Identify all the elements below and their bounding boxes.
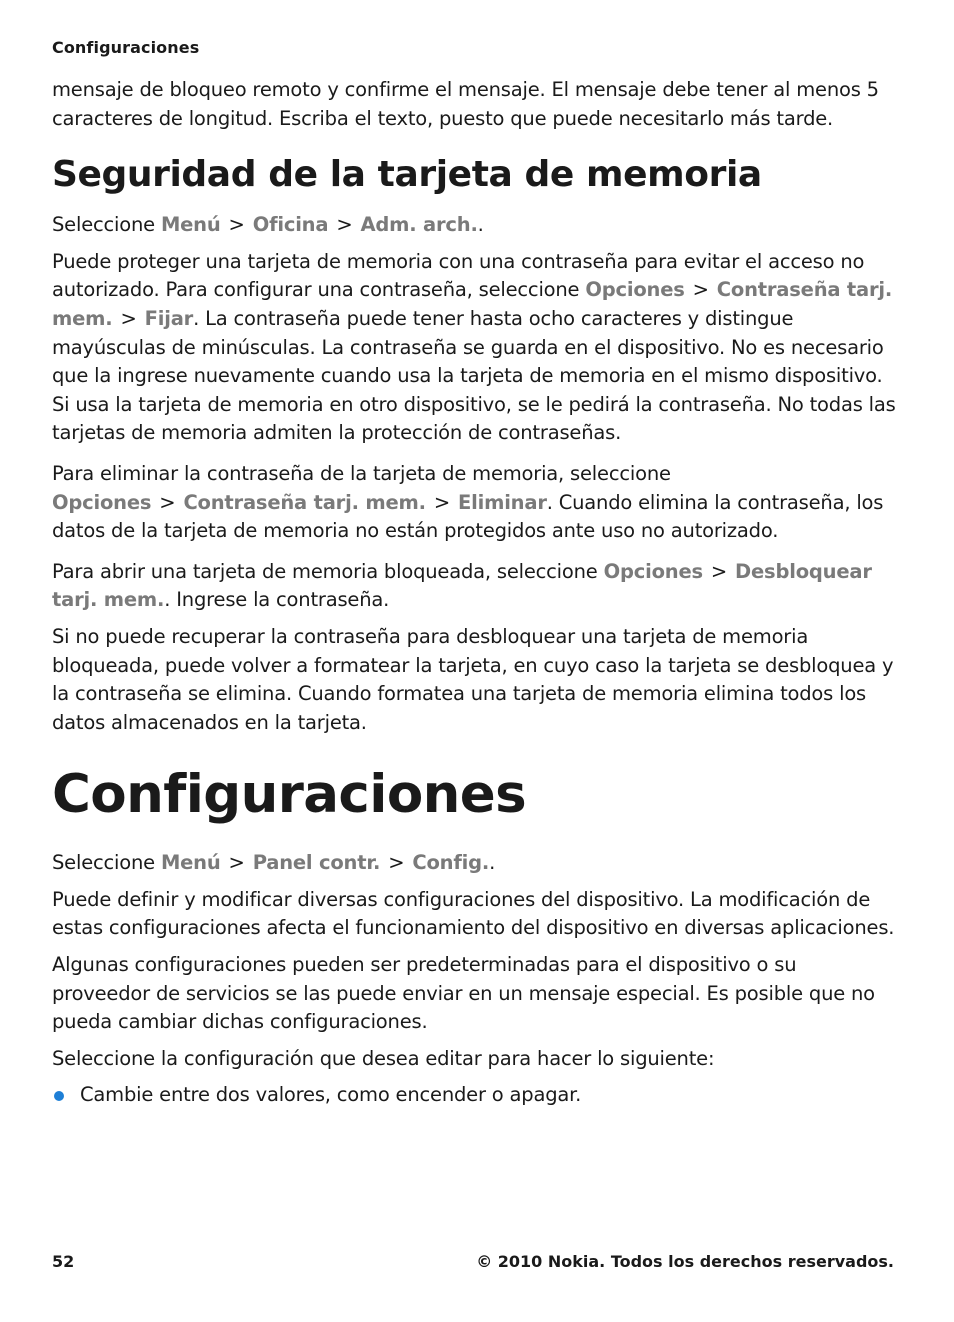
paragraph-text: Puede proteger una tarjeta de memoria con una contraseña para evitar el acceso no autorizado. Para configurar una contraseña, seleccione bbox=[52, 249, 865, 302]
paragraph-settings-intro: Puede definir y modificar diversas configuraciones del dispositivo. La modificación de estas configuraciones afecta el funcionamiento del dispositivo en diversas aplicaciones. bbox=[52, 887, 895, 940]
path-separator: > bbox=[710, 559, 728, 583]
menu-item-link[interactable]: Menú bbox=[160, 851, 221, 875]
path-separator: > bbox=[388, 851, 405, 875]
paragraph-set-password bbox=[52, 248, 898, 448]
menu-item-link[interactable]: Panel contr. bbox=[252, 851, 381, 875]
page-number: 52 bbox=[52, 1252, 75, 1271]
menu-item-link[interactable]: Config. bbox=[412, 851, 490, 875]
menu-item-link[interactable]: Opciones bbox=[585, 278, 685, 302]
list-item bbox=[52, 1081, 898, 1110]
path-separator: > bbox=[120, 306, 137, 330]
list-item-text: Cambie entre dos valores, como encender o apagar. bbox=[80, 1083, 582, 1107]
paragraph-text: . La contraseña puede tener hasta ocho caracteres y distingue mayúsculas de minúsculas. La contraseña se guarda en el dispositivo. No es necesario que la ingrese nuevamente cuando usa la tarjeta de memoria en el mismo dispositivo. Si usa la tarjeta de memoria en otro dispositivo, se le pedirá la contraseña. No todas las tarjetas de memoria admiten la protección de contraseñas. bbox=[52, 306, 896, 445]
menu-path bbox=[52, 849, 898, 878]
paragraph-format-card: Si no puede recuperar la contraseña para desbloquear una tarjeta de memoria bloqueada, puede volver a formatear la tarjeta, en cuyo caso la tarjeta se desbloquea y la contraseña se elimina. Cuando formatea una tarjeta de memoria elimina todos los datos almacenados en la tarjeta. bbox=[52, 624, 894, 734]
chapter-heading-settings: Configuraciones bbox=[52, 764, 527, 826]
copyright-notice: © 2010 Nokia. Todos los derechos reservados. bbox=[476, 1252, 894, 1271]
menu-item-link[interactable]: Adm. arch. bbox=[360, 213, 478, 237]
path-lead: Seleccione bbox=[52, 213, 155, 237]
menu-item-link[interactable]: Fijar bbox=[144, 306, 194, 330]
menu-item-link[interactable]: Contraseña tarj. mem. bbox=[183, 490, 426, 514]
path-lead: Seleccione bbox=[52, 851, 155, 875]
path-end: . bbox=[489, 851, 496, 875]
paragraph-text: Para abrir una tarjeta de memoria bloqueada, seleccione bbox=[52, 559, 604, 583]
bullet-dot-icon bbox=[54, 1091, 64, 1101]
menu-item-link[interactable]: Contraseña tarj. mem. bbox=[52, 278, 893, 330]
path-separator: > bbox=[336, 213, 353, 237]
path-separator: > bbox=[159, 490, 176, 514]
menu-path bbox=[52, 211, 898, 240]
menu-item-link[interactable]: Oficina bbox=[252, 213, 329, 237]
bullet-list bbox=[52, 1081, 898, 1110]
running-header: Configuraciones bbox=[52, 38, 200, 57]
paragraph-text: . Cuando elimina la contraseña, los datos de la tarjeta de memoria no están protegidos ante uso no autorizado. bbox=[52, 490, 884, 543]
path-separator: > bbox=[692, 278, 709, 302]
path-separator: > bbox=[228, 851, 245, 875]
paragraph-remove-password bbox=[52, 460, 898, 546]
menu-item-link[interactable]: Desbloquear tarj. mem. bbox=[52, 559, 872, 612]
path-separator: > bbox=[433, 490, 450, 514]
page-content bbox=[52, 76, 898, 1110]
section-heading-memory-card-security: Seguridad de la tarjeta de memoria bbox=[52, 154, 762, 196]
paragraph-preset-settings: Algunas configuraciones pueden ser predeterminadas para el dispositivo o su proveedor de servicios se las puede enviar en un mensaje especial. Es posible que no pueda cambiar dichas configuraciones. bbox=[52, 953, 875, 1034]
menu-item-link[interactable]: Menú bbox=[160, 213, 221, 237]
paragraph-text: . Ingrese la contraseña. bbox=[164, 588, 390, 612]
paragraph-select-setting: Seleccione la configuración que desea editar para hacer lo siguiente: bbox=[52, 1046, 715, 1070]
path-separator: > bbox=[228, 213, 245, 237]
intro-paragraph: mensaje de bloqueo remoto y confirme el mensaje. El mensaje debe tener al menos 5 caracteres de longitud. Escriba el texto, puesto que puede necesitarlo más tarde. bbox=[52, 78, 879, 130]
paragraph-text: Para eliminar la contraseña de la tarjeta de memoria, seleccione bbox=[52, 461, 671, 485]
paragraph-unlock-card bbox=[52, 558, 898, 615]
menu-item-link[interactable]: Eliminar bbox=[457, 490, 547, 514]
path-end: . bbox=[477, 213, 484, 237]
menu-item-link[interactable]: Opciones bbox=[603, 559, 703, 583]
menu-item-link[interactable]: Opciones bbox=[52, 490, 152, 514]
